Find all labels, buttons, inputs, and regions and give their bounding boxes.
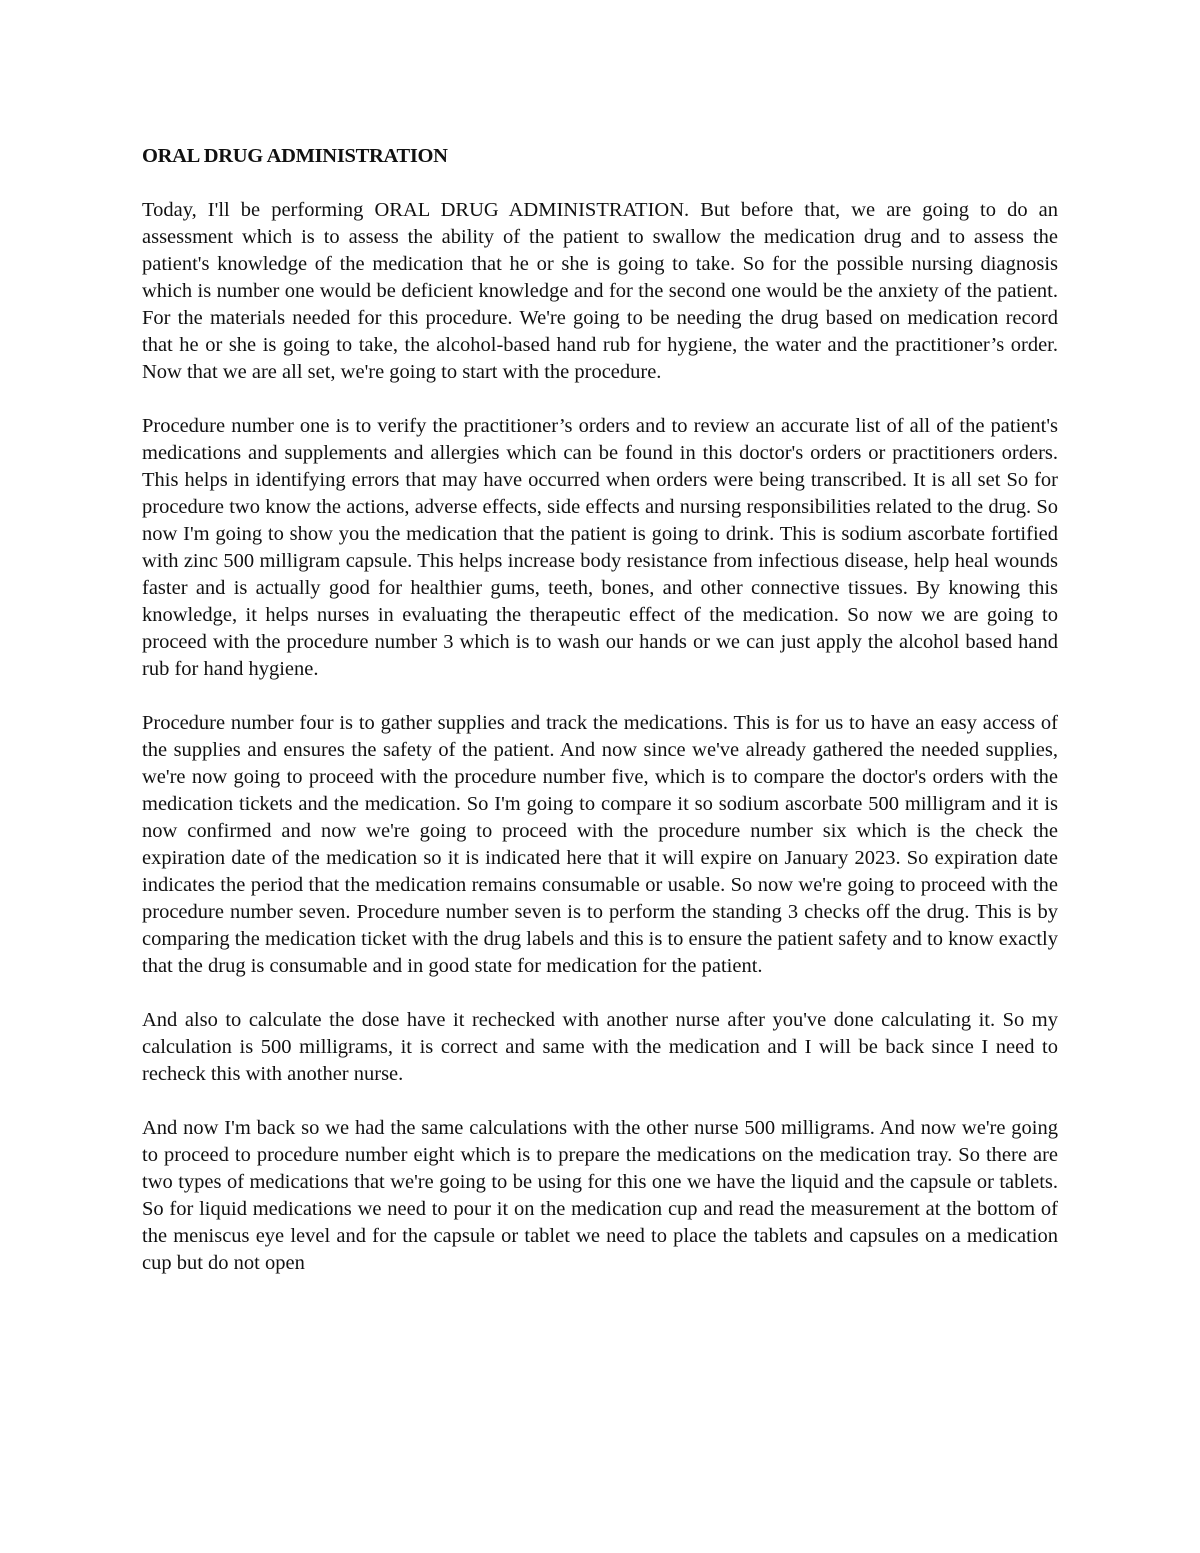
paragraph-procedure-eight: And now I'm back so we had the same calculations with the other nurse 500 milligrams. And now we're going to proceed to procedure number eight which is to prepare the medications on the medication tray. So there are two types of medications that we're going to be using for this one we have the liquid and the capsule or tablets. So for liquid medications we need to pour it on the medication cup and read the measurement at the bottom of the meniscus eye level and for the capsule or tablet we need to place the tablets and capsules on a medication cup but do not open: [142, 1117, 1058, 1274]
paragraph-procedures-one-to-three: Procedure number one is to verify the practitioner’s orders and to review an accurate list of all of the patient's medications and supplements and allergies which can be found in this doctor's orders or practitioners orders. This helps in identifying errors that may have occurred when orders were being transcribed. It is all set So for procedure two know the actions, adverse effects, side effects and nursing responsibilities related to the drug. So now I'm going to show you the medication that the patient is going to drink. This is sodium ascorbate fortified with zinc 500 milligram capsule. This helps increase body resistance from infectious disease, help heal wounds faster and is actually good for healthier gums, teeth, bones, and other connective tissues. By knowing this knowledge, it helps nurses in evaluating the therapeutic effect of the medication. So now we are going to proceed with the procedure number 3 which is to wash our hands or we can just apply the alcohol based hand rub for hand hygiene.: [142, 415, 1058, 680]
paragraph-dose-calculation: And also to calculate the dose have it rechecked with another nurse after you've done calculating it. So my calculation is 500 milligrams, it is correct and same with the medication and I will be back since I need to recheck this with another nurse.: [142, 1009, 1058, 1085]
document-body: [142, 143, 1058, 1304]
document-title: ORAL DRUG ADMINISTRATION: [142, 145, 448, 167]
paragraph-procedures-four-to-seven: Procedure number four is to gather supplies and track the medications. This is for us to have an easy access of the supplies and ensures the safety of the patient. And now since we've already gathered the needed supplies, we're now going to proceed with the procedure number five, which is to compare the doctor's orders with the medication tickets and the medication. So I'm going to compare it so sodium ascorbate 500 milligram and it is now confirmed and now we're going to proceed with the procedure number six which is the check the expiration date of the medication so it is indicated here that it will expire on January 2023. So expiration date indicates the period that the medication remains consumable or usable. So now we're going to proceed with the procedure number seven. Procedure number seven is to perform the standing 3 checks off the drug. This is by comparing the medication ticket with the drug labels and this is to ensure the patient safety and to know exactly that the drug is consumable and in good state for medication for the patient.: [142, 712, 1058, 977]
paragraph-intro: Today, I'll be performing ORAL DRUG ADMINISTRATION. But before that, we are going to do an assessment which is to assess the ability of the patient to swallow the medication drug and to assess the patient's knowledge of the medication that he or she is going to take. So for the possible nursing diagnosis which is number one would be deficient knowledge and for the second one would be the anxiety of the patient. For the materials needed for this procedure. We're going to be needing the drug based on medication record that he or she is going to take, the alcohol-based hand rub for hygiene, the water and the practitioner’s order. Now that we are all set, we're going to start with the procedure.: [142, 199, 1058, 383]
